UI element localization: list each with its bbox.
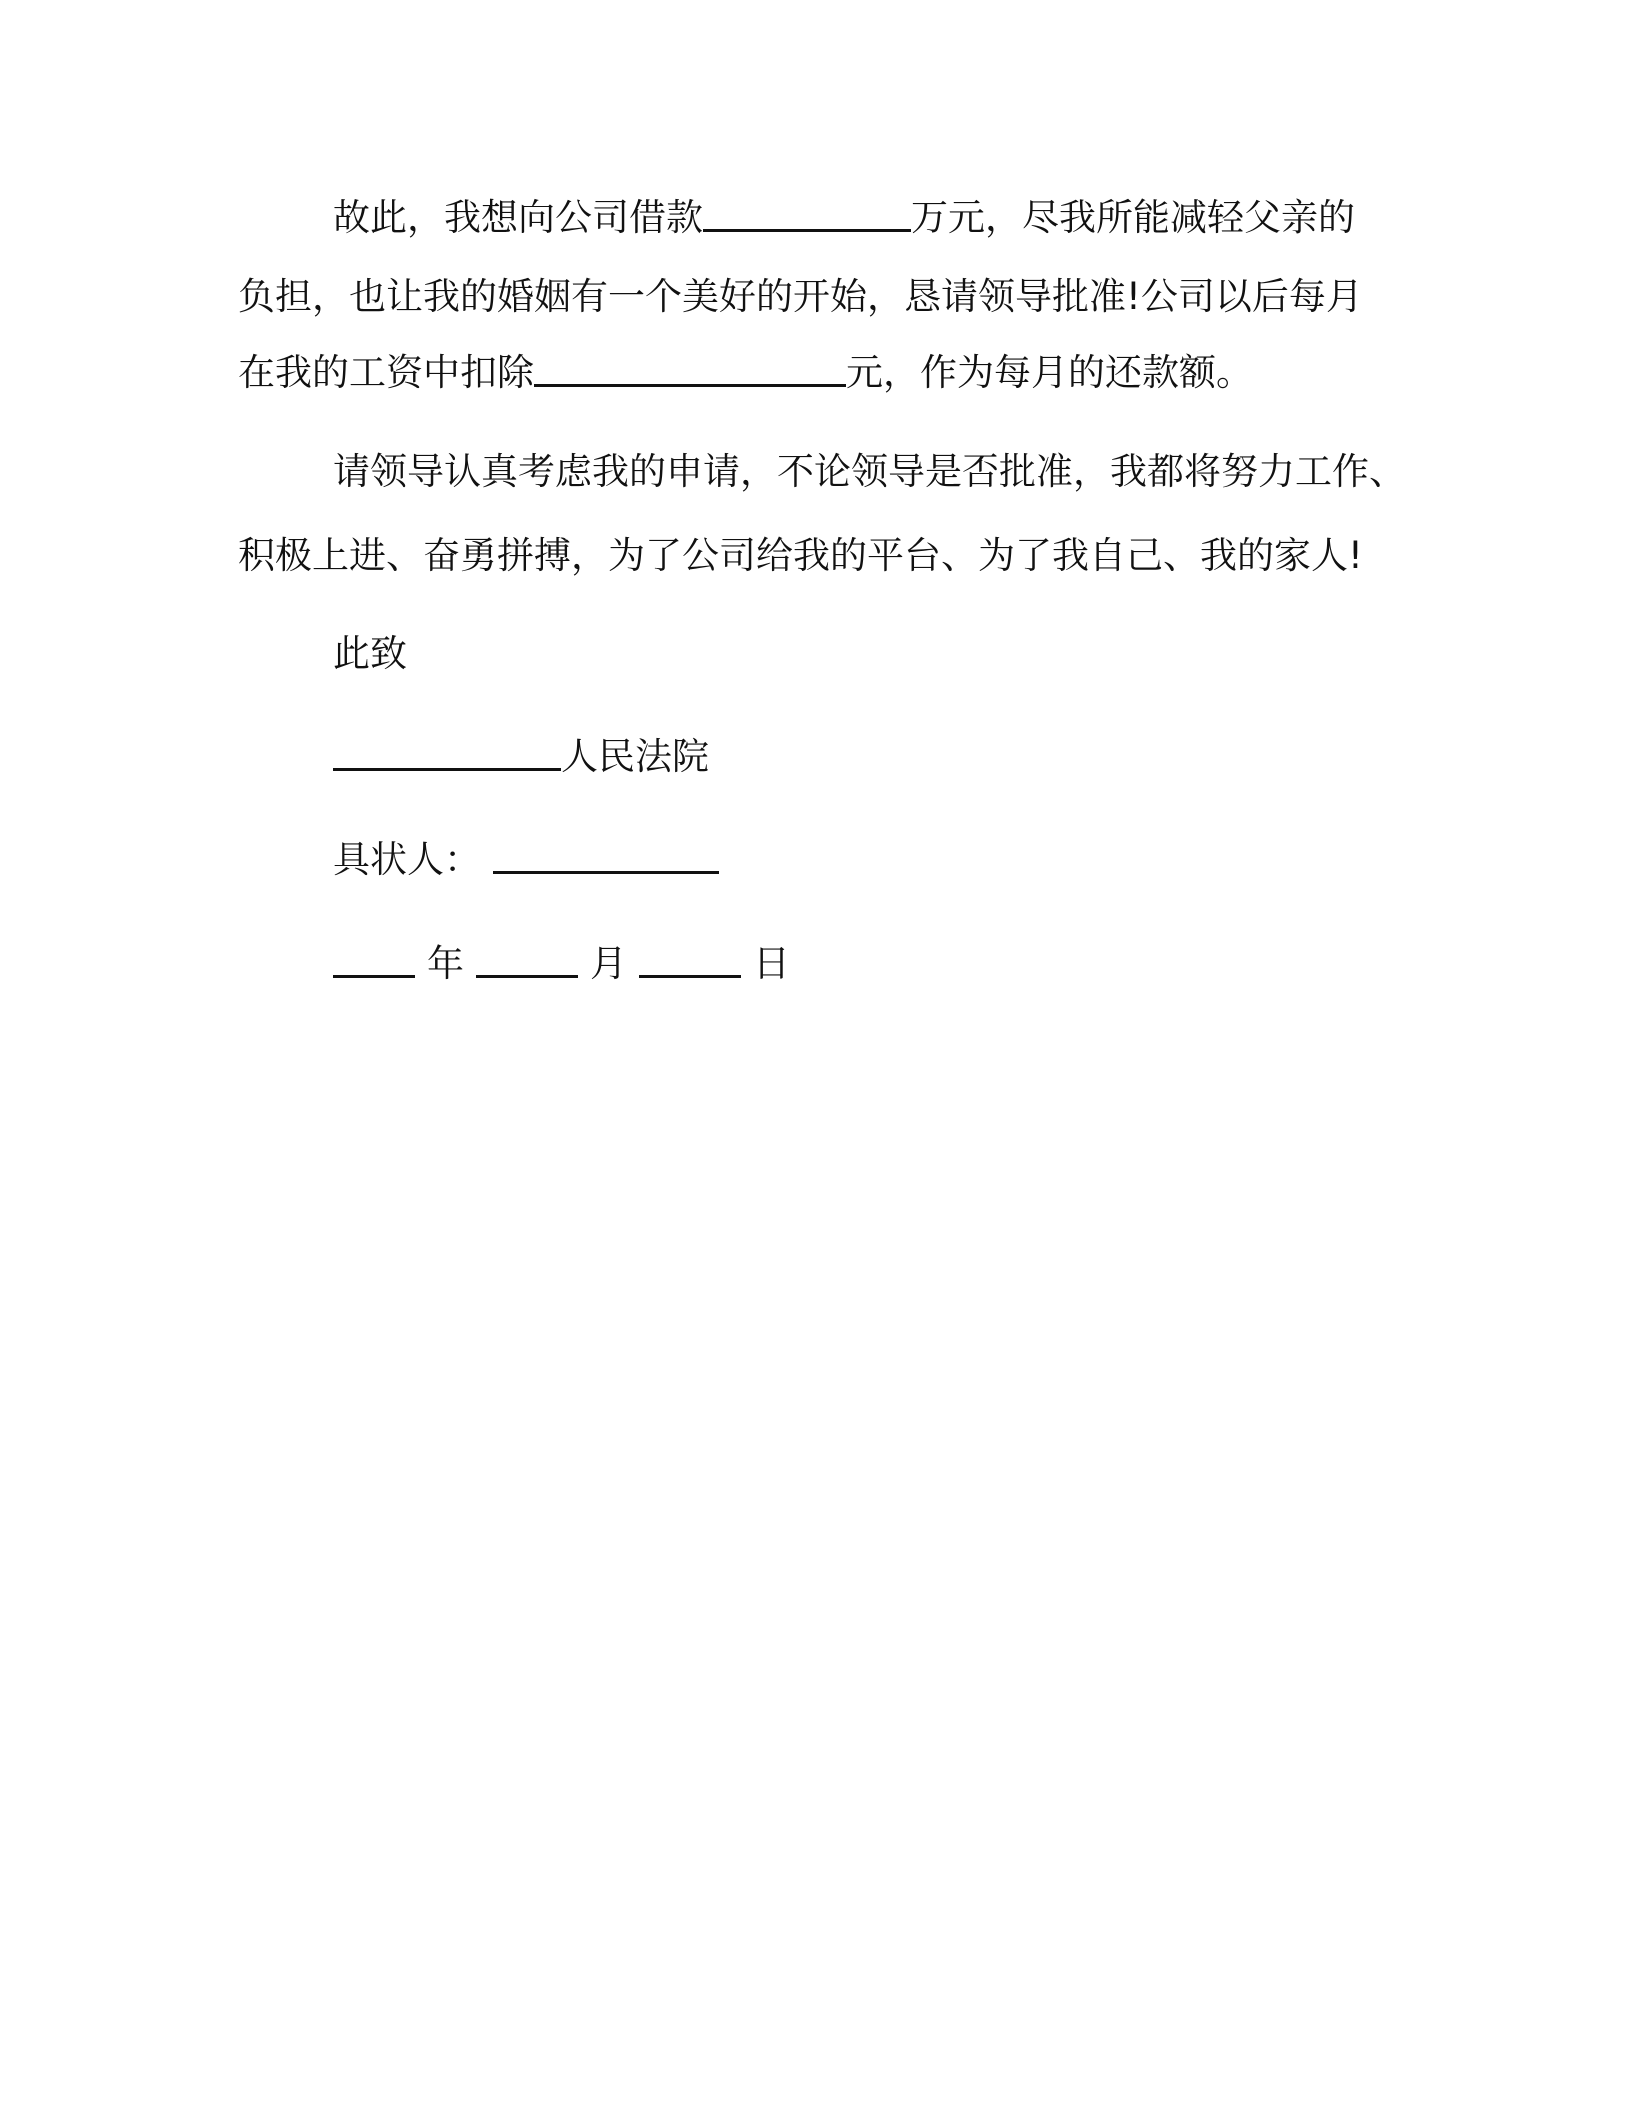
month-blank[interactable]: [476, 943, 578, 978]
date-line: [333, 938, 790, 990]
paragraph1-text-line3a: 在我的工资中扣除: [238, 351, 534, 394]
paragraph1-text-line2: 负担，也让我的婚姻有一个美好的开始，恳请领导批准!公司以后每月: [238, 275, 1363, 318]
paragraph1-line1: [333, 192, 1355, 244]
paragraph1-text-line3b: 元，作为每月的还款额。: [846, 351, 1253, 394]
signer-label: 具状人：: [333, 838, 481, 881]
paragraph1-line3: [238, 347, 1253, 399]
paragraph2-line2: [238, 530, 1363, 582]
closing-line: [333, 628, 407, 680]
year-label: 年: [427, 942, 464, 985]
court-name-blank[interactable]: [333, 736, 561, 771]
paragraph2-line1: [333, 446, 1406, 498]
paragraph2-text-line2: 积极上进、奋勇拼搏，为了公司给我的平台、为了我自己、我的家人!: [238, 534, 1363, 577]
court-text: 人民法院: [561, 735, 709, 778]
loan-amount-blank[interactable]: [703, 197, 911, 232]
month-label: 月: [590, 942, 627, 985]
closing-text: 此致: [333, 632, 407, 675]
monthly-deduction-blank[interactable]: [534, 352, 846, 387]
paragraph1-text-b: 万元，尽我所能减轻父亲的: [911, 196, 1355, 239]
day-blank[interactable]: [639, 943, 741, 978]
day-label: 日: [753, 942, 790, 985]
paragraph1-line2: [238, 271, 1363, 323]
court-line: [333, 731, 709, 783]
signer-line: [333, 834, 719, 886]
year-blank[interactable]: [333, 943, 415, 978]
paragraph2-text-line1: 请领导认真考虑我的申请，不论领导是否批准，我都将努力工作、: [333, 450, 1406, 493]
paragraph1-text-a: 故此，我想向公司借款: [333, 196, 703, 239]
signer-name-blank[interactable]: [493, 839, 719, 874]
